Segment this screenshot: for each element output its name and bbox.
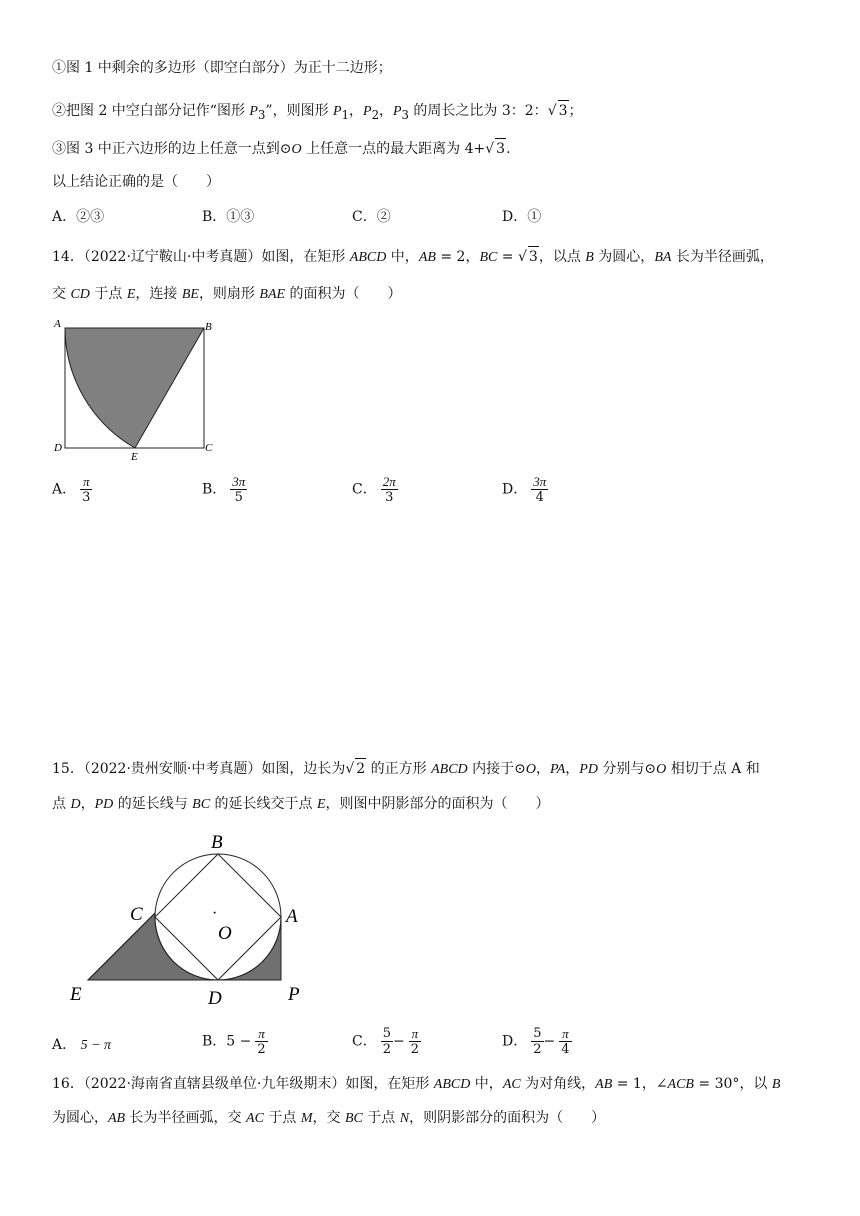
math-var: M: [300, 1111, 313, 1126]
fraction: [255, 1026, 267, 1057]
denominator: 4: [535, 490, 544, 505]
numerator: π: [255, 1026, 267, 1042]
fraction: [409, 1026, 421, 1057]
option-label: A．: [52, 481, 77, 498]
text: 内接于⊙: [467, 761, 526, 777]
fraction: [381, 474, 398, 505]
fraction: [531, 474, 548, 505]
math-var: AC: [502, 1077, 521, 1092]
text: ②把图 2 中空白部分记作“图形: [52, 103, 250, 119]
subscript: 3: [401, 107, 409, 122]
text: 点: [52, 796, 71, 812]
subscript: 2: [371, 107, 379, 122]
option-c[interactable]: [352, 1026, 421, 1057]
label-e: E: [70, 984, 82, 1005]
text: 16．（2022·海南省直辖县级单位·九年级期末）如图，在矩形: [52, 1076, 434, 1092]
q13-options: [52, 206, 812, 246]
text: 长为半径画弧，: [671, 249, 774, 265]
math-var: AB: [418, 250, 436, 265]
text: 中，: [470, 1076, 503, 1092]
label-o: O: [218, 923, 232, 944]
text: 于点: [263, 1110, 301, 1126]
text: 中，: [386, 249, 419, 265]
option-a[interactable]: [52, 474, 92, 505]
numerator: 5: [382, 1026, 391, 1041]
text: 15．（2022·贵州安顺·中考真题）如图，边长为: [52, 761, 346, 777]
fraction: [381, 1026, 393, 1057]
label-b: B: [205, 321, 212, 333]
math-var: BC: [479, 250, 498, 265]
text: 的周长之比为 3：2：: [408, 103, 548, 119]
math-var: ABCD: [349, 250, 387, 265]
text: 分别与⊙: [597, 761, 657, 777]
text: ”，则图形: [265, 103, 334, 119]
minus: −: [543, 1033, 556, 1050]
math-var: O: [291, 142, 302, 157]
expression: 5 − π: [80, 1038, 112, 1053]
text: = 1: [612, 1076, 642, 1092]
center-dot: ·: [212, 905, 218, 922]
text: = 30°: [693, 1076, 740, 1092]
text: 为对角线，: [520, 1076, 596, 1092]
math-var: P: [333, 104, 342, 119]
math-var: E: [316, 797, 326, 812]
subscript: 1: [341, 107, 349, 122]
option-label: D．: [502, 1033, 528, 1050]
denominator: 2: [382, 1042, 391, 1057]
minus: −: [393, 1033, 405, 1050]
q14-stem-line-1: 14．（2022·辽宁鞍山·中考真题）如图，在矩形 ABCD 中，AB = 2，BC = √ 3，以点 B 为圆心，BA 长为半径画弧，: [52, 246, 774, 268]
label-a: A: [286, 906, 298, 927]
q14-options: [52, 474, 812, 514]
numerator: π: [409, 1026, 421, 1042]
math-var: BA: [654, 250, 672, 265]
option-c[interactable]: [352, 474, 398, 505]
text: ，: [565, 761, 580, 777]
expression: 5 −: [226, 1033, 252, 1050]
square-abcd: [155, 854, 281, 980]
math-var: B: [585, 250, 594, 265]
option-label: A．: [52, 1037, 77, 1053]
q15-options: [52, 1026, 812, 1066]
text: ，: [465, 249, 480, 265]
label-c: C: [130, 904, 143, 925]
math-var: BAE: [259, 287, 286, 302]
option-b[interactable]: B．①③: [202, 209, 255, 225]
text: 于点: [89, 286, 127, 302]
text: 交: [52, 286, 71, 302]
math-var: BE: [181, 287, 199, 302]
option-b[interactable]: [202, 474, 247, 505]
sqrt-radicand: 2: [355, 758, 366, 779]
option-label: C．: [352, 1033, 377, 1050]
q13-statement-3: ③图 3 中正六边形的边上任意一点到⊙O 上任意一点的最大距离为 4+√ 3.: [52, 138, 511, 160]
text: ，: [535, 761, 550, 777]
numerator: π: [80, 474, 92, 490]
q15-stem-line-2: [52, 794, 550, 815]
text: ，以: [739, 1076, 772, 1092]
text: ，则扇形: [198, 286, 260, 302]
text: 的正方形: [366, 761, 432, 777]
text: 上任意一点的最大距离为 4+: [301, 141, 486, 157]
math-var: D: [70, 797, 81, 812]
denominator: 3: [82, 490, 91, 505]
fraction: [531, 1026, 543, 1057]
fraction: [559, 1026, 571, 1057]
shaded-sector-bae: [65, 328, 204, 448]
label-a: A: [54, 318, 61, 330]
math-var: AC: [246, 1111, 264, 1126]
fraction: [80, 474, 92, 505]
fraction: [230, 474, 247, 505]
text: ③图 3 中正六边形的边上任意一点到⊙: [52, 141, 292, 157]
text: 为圆心，: [593, 249, 655, 265]
option-c[interactable]: C．②: [352, 209, 391, 225]
numerator: 5: [533, 1026, 542, 1041]
option-d[interactable]: [502, 474, 548, 505]
text: ，则阴影部分的面积为（ ）: [409, 1110, 606, 1126]
text: ，: [80, 796, 95, 812]
label-b: B: [211, 832, 223, 853]
denominator: 2: [257, 1042, 266, 1057]
q15-figure: [60, 826, 320, 1012]
math-var: PD: [94, 797, 114, 812]
label-e: E: [131, 451, 138, 463]
math-var: P: [392, 104, 402, 119]
option-label: B．: [202, 1033, 227, 1050]
math-var: BC: [192, 797, 211, 812]
circle-o: [155, 854, 281, 980]
subscript: 3: [257, 107, 266, 122]
text: 于点: [362, 1110, 400, 1126]
text: =: [497, 249, 518, 265]
option-label: C．: [352, 481, 377, 498]
text: ；: [568, 103, 583, 119]
option-d[interactable]: D．①: [502, 209, 542, 225]
text: .: [506, 141, 511, 157]
math-var: O: [525, 762, 536, 777]
text: 的延长线与: [113, 796, 193, 812]
math-var: AB: [108, 1111, 126, 1126]
math-var: BC: [344, 1111, 363, 1126]
q15-stem-line-1: 15．（2022·贵州安顺·中考真题）如图，边长为√ 2 的正方形 ABCD 内接于⊙O，PA，PD 分别与⊙O 相切于点 A 和: [52, 758, 760, 780]
q16-stem-line-1: [52, 1074, 780, 1095]
label-d: D: [208, 988, 222, 1009]
option-label: B．: [202, 481, 227, 498]
q16-stem-line-2: [52, 1108, 605, 1129]
denominator: 2: [533, 1042, 542, 1057]
text: 14．（2022·辽宁鞍山·中考真题）如图，在矩形: [52, 249, 350, 265]
numerator: 3π: [232, 474, 246, 489]
label-p: P: [288, 984, 300, 1005]
q14-figure: [48, 314, 228, 464]
text: 相切于点 A 和: [666, 761, 760, 777]
sqrt-radicand: 3: [528, 246, 539, 267]
denominator: 3: [385, 490, 394, 505]
text: 的延长线交于点: [210, 796, 317, 812]
text: ，交: [312, 1110, 345, 1126]
sqrt-radicand: 3: [558, 100, 569, 121]
math-var: ABCD: [433, 1077, 471, 1092]
numerator: 2π: [382, 474, 396, 489]
math-var: PD: [579, 762, 598, 777]
text: 为圆心，: [52, 1110, 108, 1126]
math-var: B: [771, 1077, 781, 1092]
denominator: 4: [561, 1042, 570, 1057]
option-a[interactable]: A．②③: [52, 209, 105, 225]
text: ，以点: [538, 249, 586, 265]
numerator: π: [559, 1026, 571, 1042]
option-label: D．: [502, 481, 528, 498]
math-var: P: [249, 104, 258, 119]
label-d: D: [54, 442, 62, 454]
shaded-region-left: [88, 913, 218, 980]
option-d[interactable]: [502, 1026, 572, 1057]
denominator: 2: [410, 1042, 420, 1057]
option-a[interactable]: [52, 1034, 111, 1054]
text: ，: [641, 1076, 656, 1092]
math-var: ABCD: [431, 762, 468, 777]
math-var: N: [399, 1111, 410, 1126]
q13-statement-2: ②把图 2 中空白部分记作“图形 $P_3$”，则图形 $P_1$，$P_2$，$P_3$ 的周长之比为 3：2：√ 3；: [52, 100, 583, 125]
math-var: ∠ACB: [655, 1077, 694, 1092]
q13-ask: 以上结论正确的是（ ）: [52, 174, 220, 190]
option-b[interactable]: [202, 1026, 268, 1057]
math-var: E: [126, 287, 136, 302]
text: = 2: [435, 249, 466, 265]
denominator: 5: [234, 490, 243, 505]
text: ，则图中阴影部分的面积为（ ）: [325, 796, 550, 812]
text: 的面积为（ ）: [285, 286, 402, 302]
text: 长为半径画弧，交: [125, 1110, 247, 1126]
label-c: C: [205, 442, 213, 454]
text: ，连接: [135, 286, 182, 302]
math-var: AB: [595, 1077, 613, 1092]
math-var: O: [656, 762, 667, 777]
math-var: CD: [70, 287, 90, 302]
math-var: PA: [549, 762, 566, 777]
q14-stem-line-2: [52, 284, 402, 305]
math-var: P: [363, 104, 372, 119]
q13-statement-1: ①图 1 中剩余的多边形（即空白部分）为正十二边形；: [52, 60, 392, 76]
sqrt-radicand: 3: [495, 138, 506, 159]
numerator: 3π: [533, 474, 547, 489]
